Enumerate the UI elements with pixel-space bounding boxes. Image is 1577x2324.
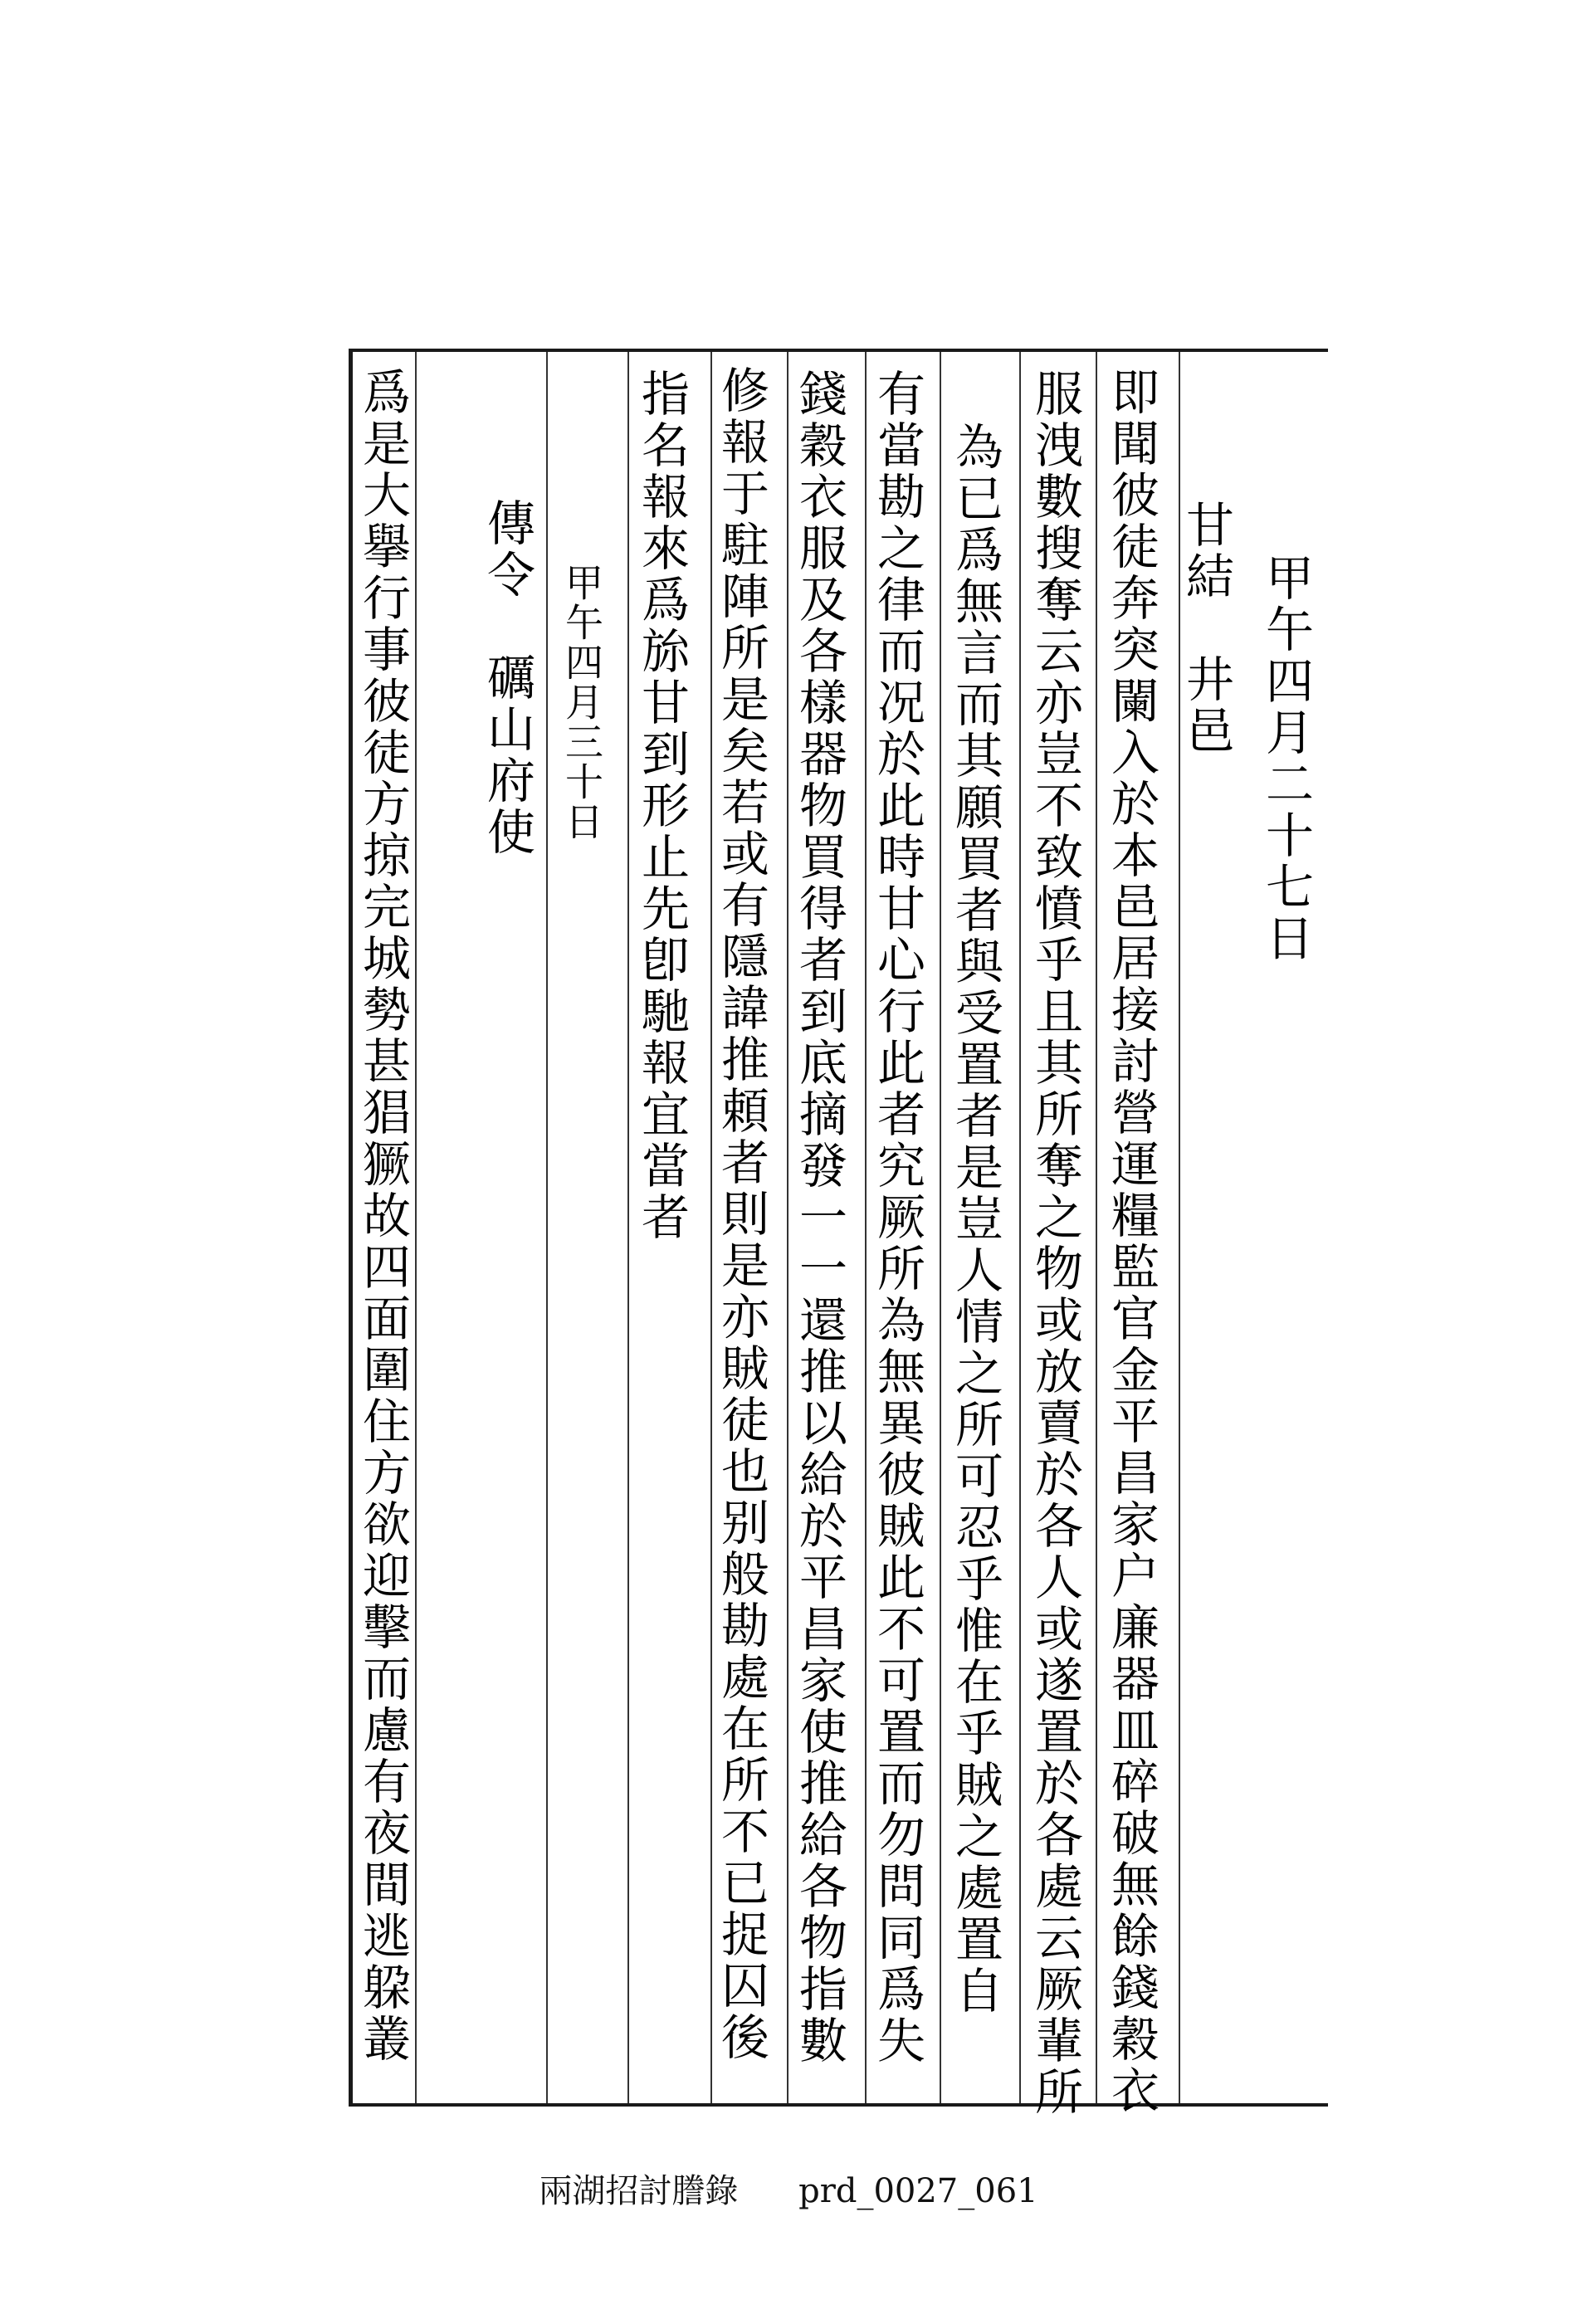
column-rule: [710, 352, 712, 2103]
book-title: 兩湖招討謄錄: [539, 2172, 739, 2210]
text-column: 有當勘之律而况於此時甘心行此者究厥所為無異彼賊此不可置而勿問同爲失: [869, 369, 925, 2067]
column-rule: [546, 352, 548, 2103]
manuscript-page: [349, 349, 1328, 2118]
entry-date: 甲午四月二十七日: [1257, 553, 1314, 964]
column-rule: [1019, 352, 1021, 2103]
column-rule: [865, 352, 867, 2103]
text-column: 修報于駐陣所是矣若或有隱諱推頼者則是亦賊徒也别般勘處在所不已捉囚後: [713, 365, 769, 2063]
page-caption: [0, 2165, 1577, 2212]
column-rule: [940, 352, 941, 2103]
text-column: 為已爲無言而其願買者與受置者是豈人情之所可忍乎惟在乎賊之處置自: [947, 422, 1003, 2017]
column-rule: [1096, 352, 1097, 2103]
left-frame-border: [349, 352, 353, 2103]
text-column: 爲是大擧行事彼徒方掠完城勢甚猖獗故四面圍住方欲迎擊而慮有夜間逃躱叢: [354, 367, 411, 2065]
column-rule: [787, 352, 788, 2103]
text-column: 即聞彼徒奔突闌入於本邑居接討營運糧監官金平昌家户廉器皿碎破無餘錢穀衣: [1103, 367, 1160, 2116]
text-column: 服洩數搜奪云亦豈不致憤乎且其所奪之物或放賣於各人或遂置於各處云厥輩所: [1027, 369, 1083, 2118]
page-id: prd_0027_061: [798, 2172, 1038, 2210]
column-rule: [627, 352, 629, 2103]
heading-line: 傳令 礪山府使: [479, 498, 535, 858]
text-column: 錢穀衣服及各樣器物買得者到底摘發一一還推以給於平昌家使推給各物指數: [791, 369, 847, 2067]
text-column: 指名報來爲旀甘到形止先卽馳報宜當者: [633, 369, 690, 1243]
entry-date: 甲午四月三十日: [559, 563, 604, 842]
heading-line: 甘結 井邑: [1178, 500, 1234, 757]
column-rule: [415, 352, 417, 2103]
